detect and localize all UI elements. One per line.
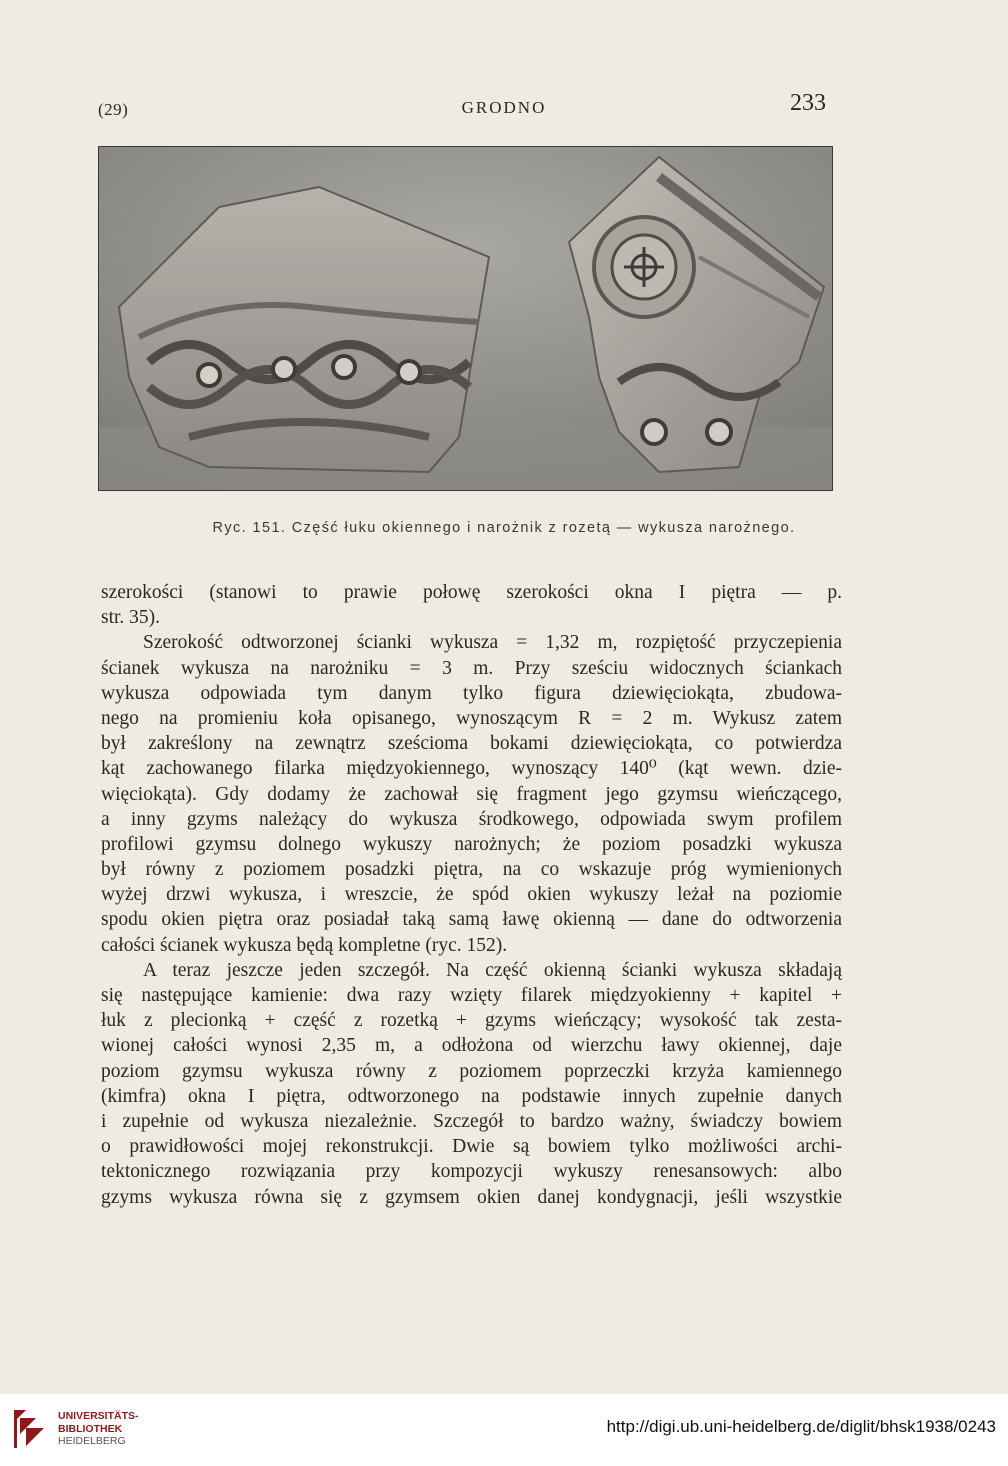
text-line: wionej całości wynosi 2,35 m, a odłożona od wierzchu ławy okiennej, daje — [101, 1035, 842, 1057]
text-line: tektonicznego rozwiązania przy kompozycji wykuszy renesansowych: albo — [101, 1161, 842, 1183]
text-line: o prawidłowości mojej rekonstrukcji. Dwie są bowiem tylko możliwości archi- — [101, 1136, 842, 1158]
permalink-url[interactable]: http://digi.ub.uni-heidelberg.de/diglit/bhsk1938/0243 — [606, 1417, 996, 1436]
text-line: gzyms wykusza równa się z gzymsem okien danej kondygnacji, jeśli wszystkie — [101, 1186, 842, 1208]
text-line: wykusza odpowiada tym danym tylko figura dziewięciokąta, zbudowa- — [101, 682, 842, 704]
text-line: (kimfra) okna I piętra, odtworzonego na podstawie innych zupełnie danych — [101, 1085, 842, 1107]
text-line: kąt zachowanego filarka międzyokiennego, wynoszący 140⁰ (kąt wewn. dzie- — [101, 758, 842, 780]
running-title: GRODNO — [461, 98, 547, 117]
body-text — [101, 580, 842, 1210]
text-line: i zupełnie od wykusza niezależnie. Szczegół to bardzo ważny, świadczy bowiem — [101, 1110, 842, 1132]
text-line: się następujące kamienie: dwa razy wzięty filarek międzyokienny + kapitel + — [101, 985, 842, 1006]
text-line: był równy z poziomem posadzki piętra, na co wskazuje próg wymienionych — [101, 859, 842, 881]
text-line: poziom gzymsu wykusza równy z poziomem poprzeczki krzyża kamiennego — [101, 1060, 842, 1082]
figure-photo — [98, 146, 833, 491]
figure-caption: Ryc. 151. Część łuku okiennego i narożnik z rozetą — wykusza narożnego. — [212, 520, 796, 536]
text-line: wyżej drzwi wykusza, i wreszcie, że spód okien wykuszy leżał na poziomie — [101, 884, 842, 906]
text-line: str. 35). — [101, 607, 161, 629]
stone-fragments-photo — [99, 147, 832, 490]
text-line: był zakreślony na zewnątrz sześcioma bokami dziewięciokąta, co potwierdza — [101, 733, 842, 755]
library-name[interactable]: UNIVERSITÄTS- BIBLIOTHEK HEIDELBERG — [58, 1410, 139, 1447]
text-line: całości ścianek wykusza będą kompletne (ryc. 152). — [101, 934, 508, 956]
text-line: ścianek wykusza na narożniku = 3 m. Przy sześciu widocznych ściankach — [101, 657, 842, 679]
text-line: więciokąta). Gdy dodamy że zachował się fragment jego gzymsu wieńczącego, — [101, 783, 842, 805]
library-footer — [0, 1394, 1008, 1466]
section-number: (29) — [98, 100, 129, 119]
text-line: szerokości (stanowi to prawie połowę szerokości okna I piętra — p. — [101, 582, 842, 603]
text-line: łuk z plecionką + część z rozetką + gzyms wieńczący; wysokość tak zesta- — [101, 1010, 842, 1032]
text-line: nego na promieniu koła opisanego, wynoszącym R = 2 m. Wykusz zatem — [101, 707, 842, 729]
page-number: 233 — [790, 90, 826, 116]
text-line: A teraz jeszcze jeden szczegół. Na część okienną ścianki wykusza składają — [143, 959, 842, 981]
library-logo-icon[interactable] — [10, 1406, 50, 1450]
text-line: spodu okien piętra oraz posiadał taką samą ławę okienną — dane do odtworzenia — [101, 909, 842, 931]
text-line: Szerokość odtworzonej ścianki wykusza = 1,32 m, rozpiętość przyczepienia — [143, 632, 842, 654]
text-line: a inny gzyms należący do wykusza środkowego, odpowiada swym profilem — [101, 808, 842, 830]
text-line: profilowi gzymsu dolnego wykuszy narożnych; że poziom posadzki wykusza — [101, 833, 842, 855]
